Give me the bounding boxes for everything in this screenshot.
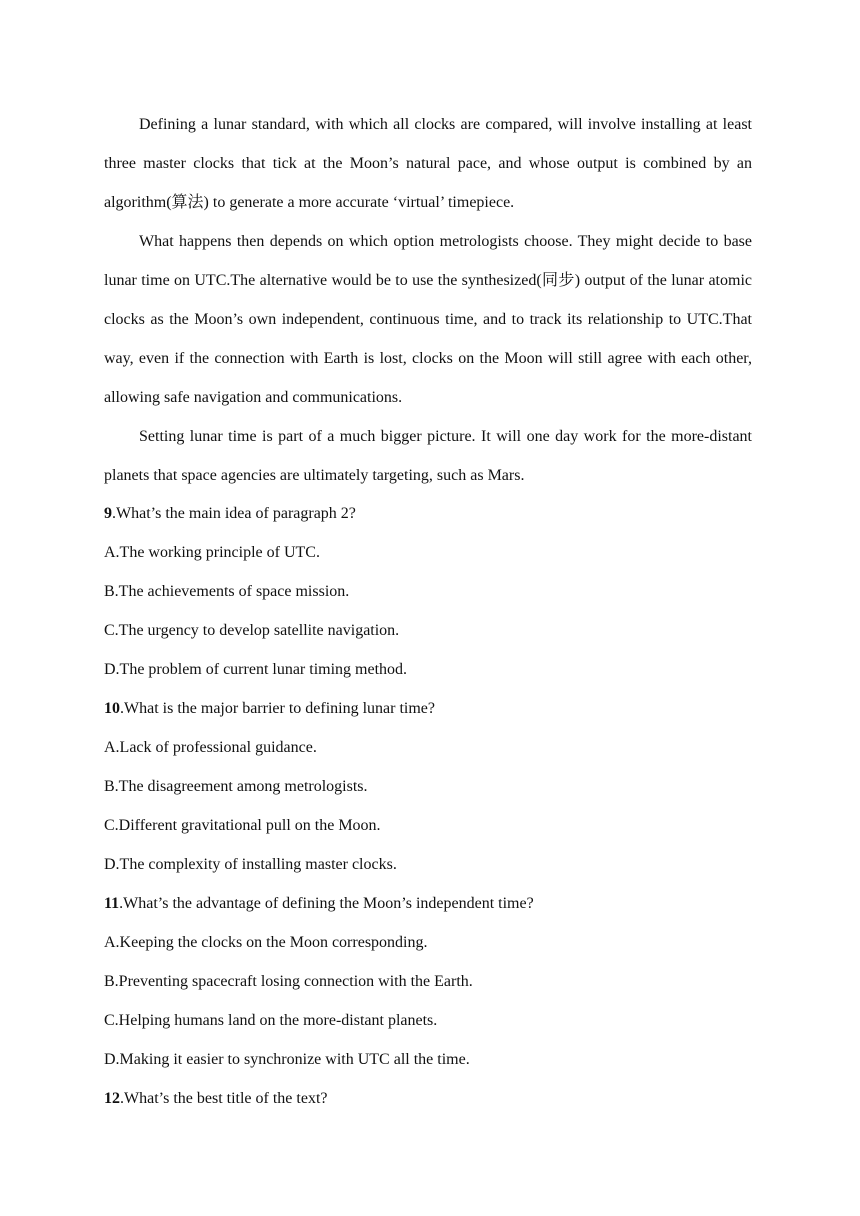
question-10 [104, 699, 754, 719]
question-12 [104, 1089, 754, 1109]
question-text: .What’s the best title of the text? [120, 1090, 328, 1107]
question-text: .What is the major barrier to defining lunar time? [120, 700, 435, 717]
question-number: 11 [104, 895, 120, 912]
option-10-d: D.The complexity of installing master clocks. [104, 856, 397, 873]
question-number: 12 [104, 1090, 120, 1107]
option-11-a: A.Keeping the clocks on the Moon corresponding. [104, 934, 428, 951]
option-9-d: D.The problem of current lunar timing method. [104, 661, 408, 678]
option-11-b: B.Preventing spacecraft losing connection with the Earth. [104, 973, 473, 990]
option-9-a: A.The working principle of UTC. [104, 544, 320, 561]
option-9-c: C.The urgency to develop satellite navigation. [104, 622, 400, 639]
passage-paragraph-3: Setting lunar time is part of a much bigger picture. It will one day work for the more-distant planets that space agencies are ultimately targeting, such as Mars. [104, 428, 752, 484]
option-11-d: D.Making it easier to synchronize with UTC all the time. [104, 1051, 470, 1068]
question-9 [104, 504, 754, 524]
question-number: 10 [104, 700, 120, 717]
passage-paragraph-1: Defining a lunar standard, with which all clocks are compared, will involve installing at least three master clocks that tick at the Moon’s natural pace, and whose output is combined by an algorithm(算法) to generate a more accurate ‘virtual’ timepiece. [104, 116, 752, 211]
option-10-a: A.Lack of professional guidance. [104, 739, 317, 756]
question-number: 9 [104, 505, 112, 522]
option-10-c: C.Different gravitational pull on the Moon. [104, 817, 381, 834]
option-11-c: C.Helping humans land on the more-distant planets. [104, 1012, 438, 1029]
question-text: .What’s the advantage of defining the Moon’s independent time? [119, 895, 534, 912]
question-text: .What’s the main idea of paragraph 2? [112, 505, 356, 522]
question-11 [104, 894, 754, 914]
option-9-b: B.The achievements of space mission. [104, 583, 350, 600]
passage-paragraph-2: What happens then depends on which option metrologists choose. They might decide to base lunar time on UTC.The alternative would be to use the synthesized(同步) output of the lunar atomic clocks as the Moon’s own independent, continuous time, and to track its relationship to UTC.That way, even if the connection with Earth is lost, clocks on the Moon will still agree with each other, allowing safe navigation and communications. [104, 233, 752, 406]
option-10-b: B.The disagreement among metrologists. [104, 778, 368, 795]
